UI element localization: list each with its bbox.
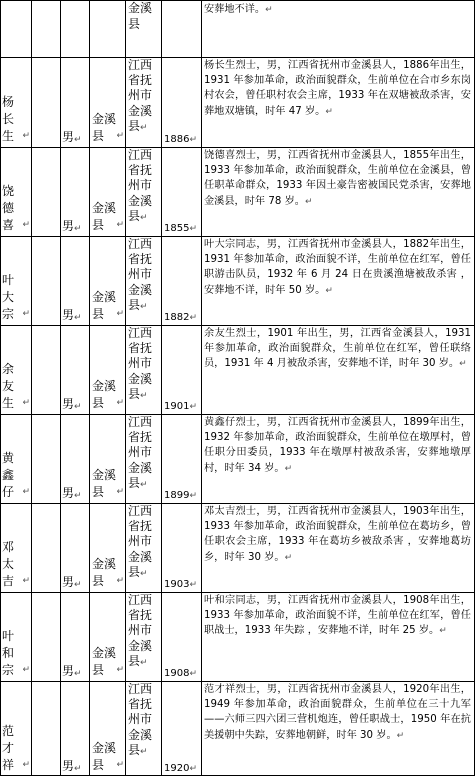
county-cell (90, 592, 124, 681)
origin-cell (126, 0, 160, 57)
origin-text: 江西省抚州市金溪县 (128, 415, 153, 490)
county-text: 金溪县 (92, 112, 117, 143)
return-mark: ↵ (189, 313, 197, 323)
return-mark: ↵ (140, 568, 148, 579)
sex-cell (61, 325, 89, 414)
name-text: 邓太吉 (2, 540, 15, 588)
grid-line (161, 0, 162, 776)
return-mark: ↵ (22, 576, 30, 586)
return-mark: ↵ (325, 285, 333, 296)
return-mark: ↵ (140, 390, 148, 401)
return-mark: ↵ (74, 313, 82, 323)
return-mark: ↵ (22, 760, 30, 770)
return-mark: ↵ (189, 669, 197, 679)
return-mark: ↵ (22, 487, 30, 497)
name-cell (1, 503, 30, 592)
return-mark: ↵ (74, 669, 82, 679)
return-mark: ↵ (74, 402, 82, 412)
bio-text: 叶和宗同志，男，江西省抚州市金溪县人，1908年出生，1933 年参加革命，政治面貌不详，生前单位在红军，曾任职战士，1933 年失踪 ，安葬地不详，时年 25 岁。 (204, 595, 471, 637)
sex-text: 男 (62, 130, 75, 144)
empty-cell (32, 57, 60, 147)
birth-year-text: 1908 (164, 668, 190, 679)
return-mark: ↵ (74, 135, 82, 145)
birth-year-text: 1903 (164, 579, 190, 590)
county-cell (90, 147, 124, 236)
return-mark: ↵ (189, 224, 197, 234)
return-mark: ↵ (116, 220, 124, 230)
bio-text: 饶德喜烈士，男，江西省抚州市金溪县人，1855年出生，1933 年参加革命，政治面貌群众，生前单位在金溪县，曾任职革命群众，1933 年因土豪告密被国民党杀害，安葬地金溪县，时年 78 岁。 (204, 150, 471, 207)
bio-cell (202, 0, 473, 57)
name-cell (1, 57, 30, 147)
sex-text: 男 (62, 219, 75, 233)
empty-cell (32, 592, 60, 681)
grid-line (201, 0, 202, 776)
name-cell (1, 236, 30, 325)
origin-cell (126, 503, 160, 592)
bio-cell (202, 414, 473, 503)
empty-cell (32, 414, 60, 503)
return-mark: ↵ (116, 398, 124, 408)
table-row (0, 592, 475, 681)
return-mark: ↵ (189, 580, 197, 590)
sex-cell (61, 414, 89, 503)
bio-cell (202, 57, 473, 147)
origin-text: 江西省抚州市金溪县 (128, 593, 153, 668)
birth-year-cell (162, 414, 200, 503)
name-text: 饶德喜 (2, 184, 15, 232)
name-cell (1, 681, 30, 776)
origin-cell (126, 236, 160, 325)
table-row (0, 414, 475, 503)
county-cell (90, 503, 124, 592)
return-mark: ↵ (284, 463, 293, 474)
sex-text: 男 (62, 664, 75, 678)
bio-text: 余友生烈士，1901 年出生，男，江西省金溪县人，1931 年参加革命，政治面貌群众，生前单位在红军，曾任联络员，1931 年 4 月被敌杀害，安葬地不详，时年 30 岁。 (204, 328, 471, 370)
return-mark: ↵ (189, 135, 197, 145)
grid-line (0, 592, 475, 593)
return-mark: ↵ (116, 309, 124, 319)
return-mark: ↵ (22, 665, 30, 675)
table-row (0, 503, 475, 592)
return-mark: ↵ (459, 359, 467, 370)
name-text: 叶和宗 (2, 629, 15, 677)
origin-text: 江西省抚州市金溪县 (128, 682, 153, 757)
return-mark: ↵ (116, 576, 124, 586)
grid-line (0, 325, 475, 326)
county-text: 金溪县 (92, 741, 117, 772)
return-mark: ↵ (325, 106, 333, 117)
table-row-partial (0, 0, 475, 57)
name-text: 杨长生 (2, 95, 15, 143)
birth-year-text: 1901 (164, 401, 190, 412)
return-mark: ↵ (396, 730, 405, 741)
return-mark: ↵ (189, 491, 197, 501)
grid-line (0, 681, 475, 682)
bio-text: 杨长生烈士，男，江西省抚州市金溪县人，1886年出生，1931 年参加革命，政治面貌群众，生前单位在合市乡东岗村农会，曾任职村农会主席，1933 年在双塘被敌杀害，安葬地双塘镇，时年 47 岁。 (204, 60, 471, 117)
sex-cell (61, 57, 89, 147)
grid-line (0, 0, 475, 1)
return-mark: ↵ (140, 122, 148, 133)
county-cell (90, 325, 124, 414)
grid-line (0, 414, 475, 415)
county-text: 金溪县 (92, 646, 117, 677)
origin-text: 江西省抚州市金溪县 (128, 148, 153, 223)
county-text: 金溪县 (92, 468, 117, 499)
birth-year-cell (162, 236, 200, 325)
return-mark: ↵ (140, 657, 148, 668)
birth-year-cell (162, 681, 200, 776)
origin-cell (126, 57, 160, 147)
return-mark: ↵ (140, 301, 148, 312)
grid-line (125, 0, 126, 776)
sex-cell (61, 236, 89, 325)
birth-year-cell (162, 503, 200, 592)
return-mark: ↵ (189, 764, 197, 774)
return-mark: ↵ (74, 764, 82, 774)
grid-line (0, 236, 475, 237)
origin-cell (126, 147, 160, 236)
bio-text: 安葬地不详。 (204, 4, 266, 15)
sex-cell (61, 592, 89, 681)
return-mark: ↵ (74, 491, 82, 501)
sex-cell (61, 147, 89, 236)
name-cell (1, 592, 30, 681)
return-mark: ↵ (22, 220, 30, 230)
name-text: 范才祥 (2, 724, 15, 772)
return-mark: ↵ (116, 665, 124, 675)
county-cell (90, 236, 124, 325)
origin-cell (126, 681, 160, 776)
origin-cell (126, 414, 160, 503)
return-mark: ↵ (22, 398, 30, 408)
county-text: 金溪县 (92, 290, 117, 321)
origin-text: 江西省抚州市金溪县 (128, 504, 153, 579)
sex-text: 男 (62, 486, 75, 500)
return-mark: ↵ (140, 746, 148, 757)
grid-line (0, 0, 1, 776)
name-text: 黄鑫仔 (2, 451, 15, 499)
table-row (0, 325, 475, 414)
name-cell (1, 147, 30, 236)
return-mark: ↵ (74, 580, 82, 590)
return-mark: ↵ (116, 131, 124, 141)
bio-cell (202, 325, 473, 414)
return-mark: ↵ (189, 402, 197, 412)
return-mark: ↵ (22, 309, 30, 319)
county-cell (90, 414, 124, 503)
return-mark: ↵ (439, 626, 447, 637)
return-mark: ↵ (22, 131, 30, 141)
table-row (0, 57, 475, 147)
bio-cell (202, 681, 473, 776)
return-mark: ↵ (74, 224, 82, 234)
origin-text: 江西省抚州市金溪县 (128, 237, 153, 312)
name-cell (1, 414, 30, 503)
birth-year-cell (162, 147, 200, 236)
bio-cell (202, 236, 473, 325)
return-mark: ↵ (140, 479, 148, 490)
bio-cell (202, 592, 473, 681)
birth-year-cell (162, 592, 200, 681)
origin-cell (126, 325, 160, 414)
origin-cell (126, 592, 160, 681)
county-text: 金溪县 (92, 201, 117, 232)
birth-year-cell (162, 325, 200, 414)
grid-line (0, 147, 475, 148)
sex-text: 男 (62, 308, 75, 322)
table-row (0, 681, 475, 776)
birth-year-text: 1886 (164, 134, 190, 145)
birth-year-text: 1855 (164, 223, 190, 234)
sex-cell (61, 681, 89, 776)
county-text: 金溪县 (92, 557, 117, 588)
bio-text: 邓太吉烈士，男，江西省抚州市金溪县人，1903年出生，1933 年参加革命，政治面貌群众，生前单位在葛坊乡，曾任职农会主席，1933 年在葛坊乡被敌杀害 ，安葬地葛坊乡，时年 30 岁。 (204, 506, 471, 563)
empty-cell (32, 236, 60, 325)
return-mark: ↵ (284, 552, 293, 563)
bio-text: 叶大宗同志，男，江西省抚州市金溪县人，1882年出生，1931 年参加革命，政治面貌不详，生前单位在红军，曾任职游击队员，1932 年 6 月 24 日在贵溪渔塘被敌杀害 ，安葬地不详，时年 50 岁。 (204, 239, 471, 296)
empty-cell (32, 147, 60, 236)
grid-line (0, 57, 475, 58)
bio-cell (202, 147, 473, 236)
table-row (0, 147, 475, 236)
grid-line (0, 503, 475, 504)
sex-text: 男 (62, 575, 75, 589)
origin-text: 江西省抚州市金溪县 (128, 326, 153, 401)
return-mark: ↵ (304, 196, 313, 207)
empty-cell (32, 325, 60, 414)
name-text: 余友生 (2, 362, 15, 410)
table-row (0, 236, 475, 325)
return-mark: ↵ (140, 212, 148, 223)
empty-cell (32, 681, 60, 776)
sex-cell (61, 503, 89, 592)
name-cell (1, 325, 30, 414)
origin-text: 金溪县 (128, 1, 153, 31)
birth-year-text: 1882 (164, 312, 190, 323)
bio-text: 范才祥烈士，男，江西省抚州市金溪县人，1920年出生，1949 年参加革命，政治面貌群众，生前单位在三十九军——六师三四六团三营机炮连，曾任职战士，1950 年在抗美援朝中失踪，安葬地朝鲜，时年 30 岁。 (204, 684, 471, 741)
bio-cell (202, 503, 473, 592)
return-mark: ↵ (116, 487, 124, 497)
birth-year-text: 1920 (164, 763, 190, 774)
birth-year-cell (162, 57, 200, 147)
grid-line (89, 0, 90, 776)
birth-year-text: 1899 (164, 490, 190, 501)
county-cell (90, 57, 124, 147)
name-text: 叶大宗 (2, 273, 15, 321)
sex-text: 男 (62, 397, 75, 411)
county-cell (90, 681, 124, 776)
bio-text: 黄鑫仔烈士，男，江西省抚州市金溪县人，1899年出生，1932 年参加革命，政治面貌群众，生前单位在墩厚村，曾任职分田委员，1933 年在墩厚村被敌杀害，安葬地墩厚村，时年 34 岁。 (204, 417, 471, 474)
empty-cell (32, 503, 60, 592)
grid-line (31, 0, 32, 776)
return-mark: ↵ (116, 760, 124, 770)
county-text: 金溪县 (92, 379, 117, 410)
grid-line (60, 0, 61, 776)
return-mark: ↵ (265, 5, 273, 15)
origin-text: 江西省抚州市金溪县 (128, 58, 153, 133)
sex-text: 男 (62, 759, 75, 773)
